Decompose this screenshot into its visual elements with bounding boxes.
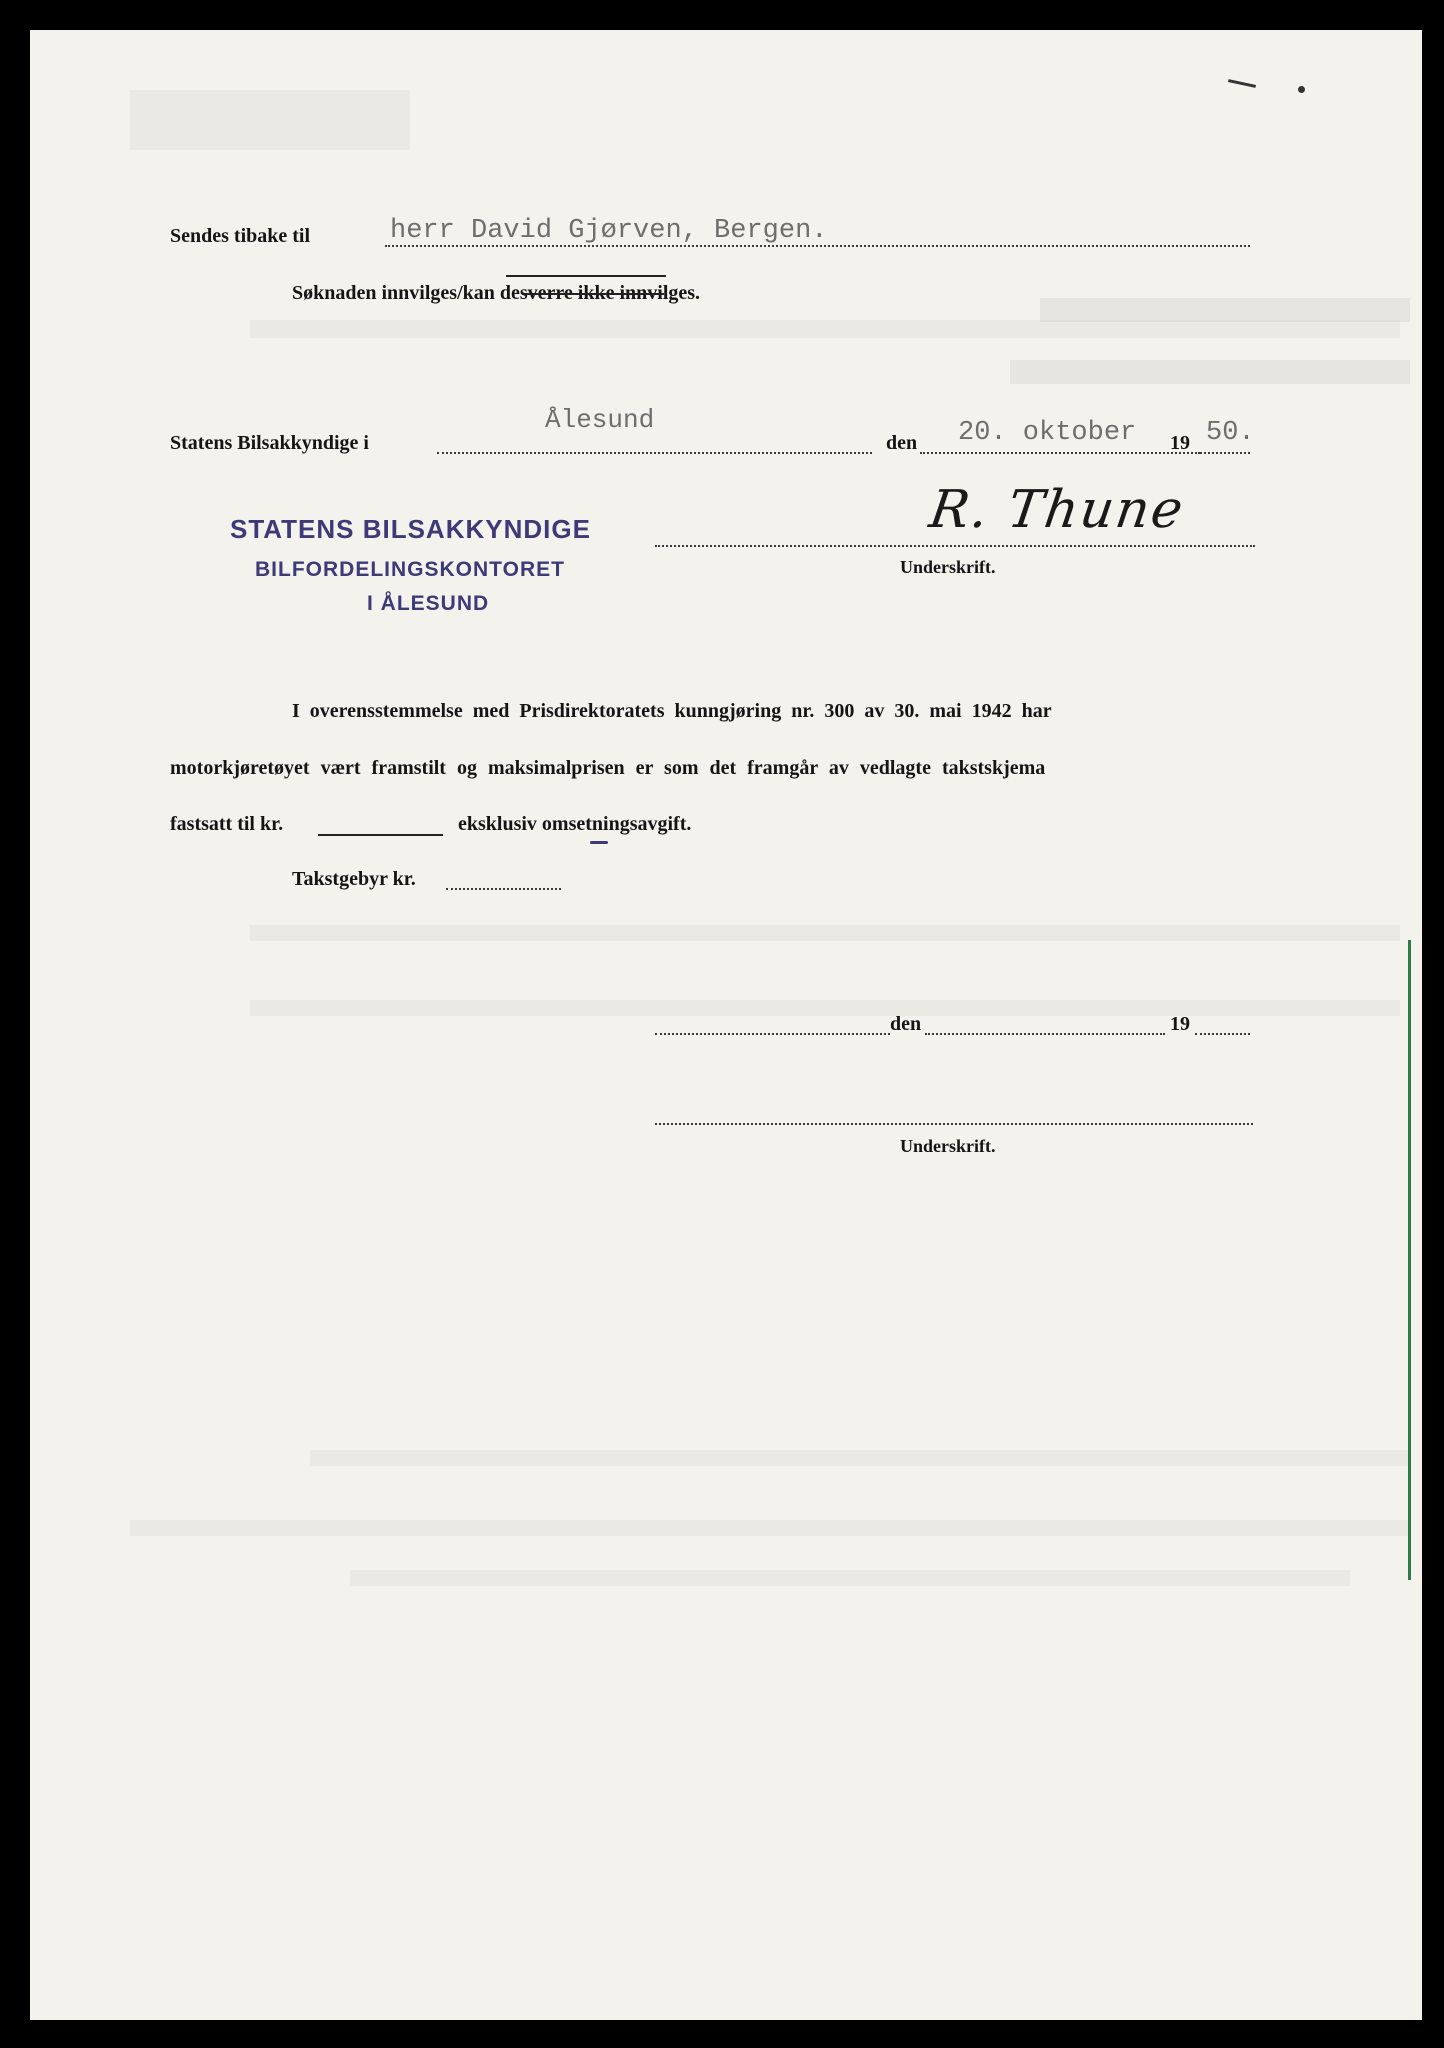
office-label: Statens Bilsakkyndige i	[170, 432, 369, 454]
year2-prefix: 19	[1170, 1013, 1190, 1035]
year-dotted-line	[1195, 452, 1250, 454]
signature2-label: Underskrift.	[900, 1136, 996, 1156]
price-blank-line	[318, 834, 443, 836]
show-through-background	[30, 30, 1422, 2020]
stamp-line-3: I ÅLESUND	[367, 592, 490, 615]
document-sheet	[30, 30, 1422, 2020]
year-prefix: 19	[1170, 432, 1190, 454]
paragraph-line-3-end: eksklusiv omsetningsavgift.	[458, 813, 692, 835]
paragraph-line-2: motorkjøretøyet vært framstilt og maksimalprisen er som det framgår av vedlagte takstskjema	[170, 757, 1046, 779]
office-location: Ålesund	[545, 405, 655, 435]
approval-text: Søknaden innvilges/kan desverre ikke innvilges.	[292, 282, 701, 304]
signature: R. Thune	[925, 480, 1189, 540]
date-dotted-line	[920, 452, 1200, 454]
stamp-line-1: STATENS BILSAKKYNDIGE	[230, 514, 591, 544]
blue-ink-mark	[590, 841, 608, 844]
signature2-dotted-line	[655, 1123, 1253, 1125]
office-dotted-line	[437, 452, 872, 454]
return-label: Sendes tibake til	[170, 225, 311, 247]
corner-ink-mark	[1228, 79, 1256, 88]
return-recipient: herr David Gjørven, Bergen.	[390, 216, 828, 246]
date-label: den	[886, 432, 918, 454]
date2-dotted-line	[925, 1033, 1165, 1035]
strike-mark	[506, 275, 666, 277]
date2-left-dotted-line	[655, 1033, 890, 1035]
signature-dotted-line	[655, 545, 1255, 547]
year-value: 50.	[1206, 418, 1255, 448]
signature-label: Underskrift.	[900, 557, 996, 577]
scan-edge-mark	[1408, 940, 1411, 1580]
date-value: 20. oktober	[958, 418, 1137, 448]
year2-dotted-line	[1195, 1033, 1250, 1035]
paragraph-line-1: I overensstemmelse med Prisdirektoratets kunngjøring nr. 300 av 30. mai 1942 har	[292, 700, 1052, 722]
fee-dotted-line	[446, 888, 561, 890]
paragraph-line-3-start: fastsatt til kr.	[170, 813, 284, 835]
fee-label: Takstgebyr kr.	[292, 868, 416, 890]
date2-label: den	[890, 1013, 922, 1035]
stamp-line-2: BILFORDELINGSKONTORET	[255, 558, 565, 581]
strikethrough-line	[524, 293, 664, 295]
corner-ink-dot	[1298, 86, 1305, 93]
